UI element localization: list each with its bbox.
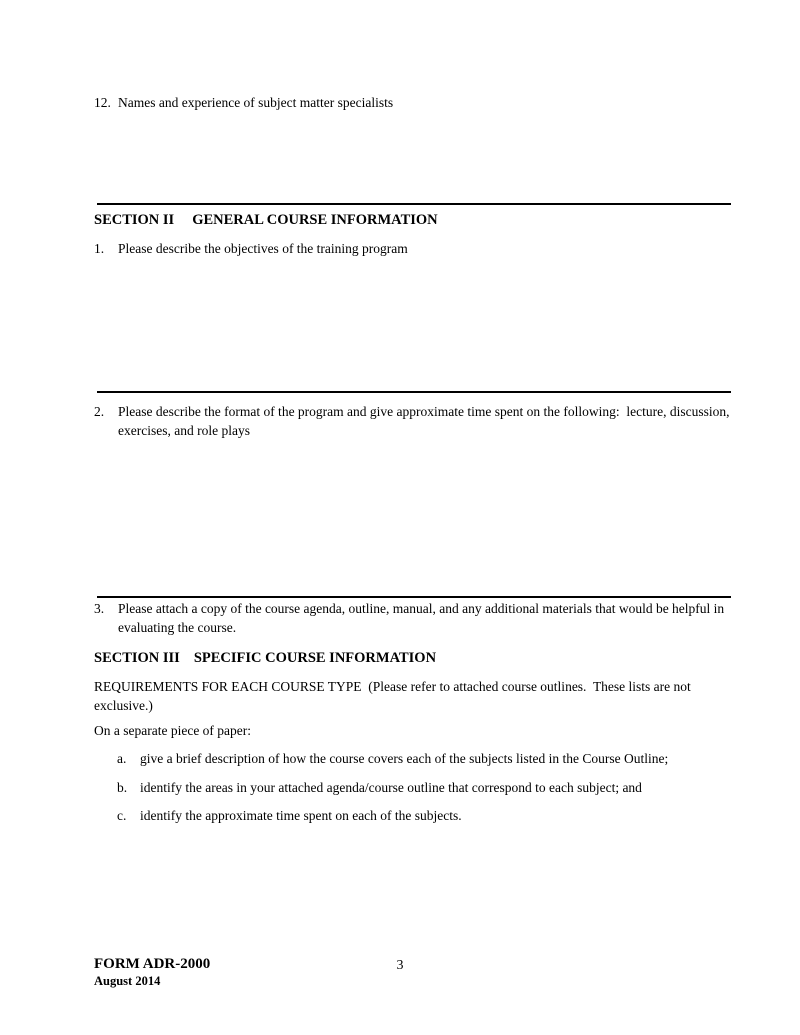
question-1-text: Please describe the objectives of the training program <box>118 241 408 256</box>
requirements-paragraph: REQUIREMENTS FOR EACH COURSE TYPE (Please refer to attached course outlines. These lists are not exclusive.) <box>94 679 695 713</box>
answer-rule-1 <box>97 203 731 205</box>
list-item-a-text: give a brief description of how the course covers each of the subjects listed in the Course Outline; <box>140 751 669 766</box>
answer-rule-2 <box>97 391 731 393</box>
question-2-text: Please describe the format of the program and give approximate time spent on the following: lecture, discussion, exercises, and role plays <box>118 404 733 438</box>
question-1-number: 1. <box>94 241 105 256</box>
footer-page-number: 3 <box>396 958 404 973</box>
list-item-b-letter: b. <box>117 780 128 795</box>
item-12 <box>94 94 738 113</box>
section-iii-label: SECTION III <box>94 650 180 666</box>
question-3-text: Please attach a copy of the course agenda, outline, manual, and any additional materials that would be helpful in evaluating the course. <box>118 601 728 635</box>
question-1 <box>94 240 738 259</box>
section-ii-heading <box>94 210 738 230</box>
list-item-c-letter: c. <box>117 808 127 823</box>
answer-rule-3 <box>97 596 731 598</box>
question-2-number: 2. <box>94 404 105 419</box>
list-item-b-text: identify the areas in your attached agenda/course outline that correspond to each subject; and <box>140 780 642 795</box>
list-item-a <box>117 750 757 769</box>
section-ii-title: GENERAL COURSE INFORMATION <box>192 212 438 228</box>
item-12-number: 12. <box>94 95 111 110</box>
footer-date: August 2014 <box>94 974 161 988</box>
question-3-number: 3. <box>94 601 105 616</box>
footer-form-name: FORM ADR-2000 <box>94 956 211 972</box>
question-3 <box>94 600 738 638</box>
separate-paper-note: On a separate piece of paper: <box>94 723 252 738</box>
section-ii-label: SECTION II <box>94 212 175 228</box>
list-item-c <box>117 807 757 826</box>
item-12-text: Names and experience of subject matter specialists <box>118 95 394 110</box>
list-item-a-letter: a. <box>117 751 127 766</box>
question-2 <box>94 403 738 441</box>
section-iii-heading <box>94 648 738 668</box>
list-item-c-text: identify the approximate time spent on each of the subjects. <box>140 808 462 823</box>
section-iii-title: SPECIFIC COURSE INFORMATION <box>193 650 437 666</box>
list-item-b <box>117 779 757 798</box>
